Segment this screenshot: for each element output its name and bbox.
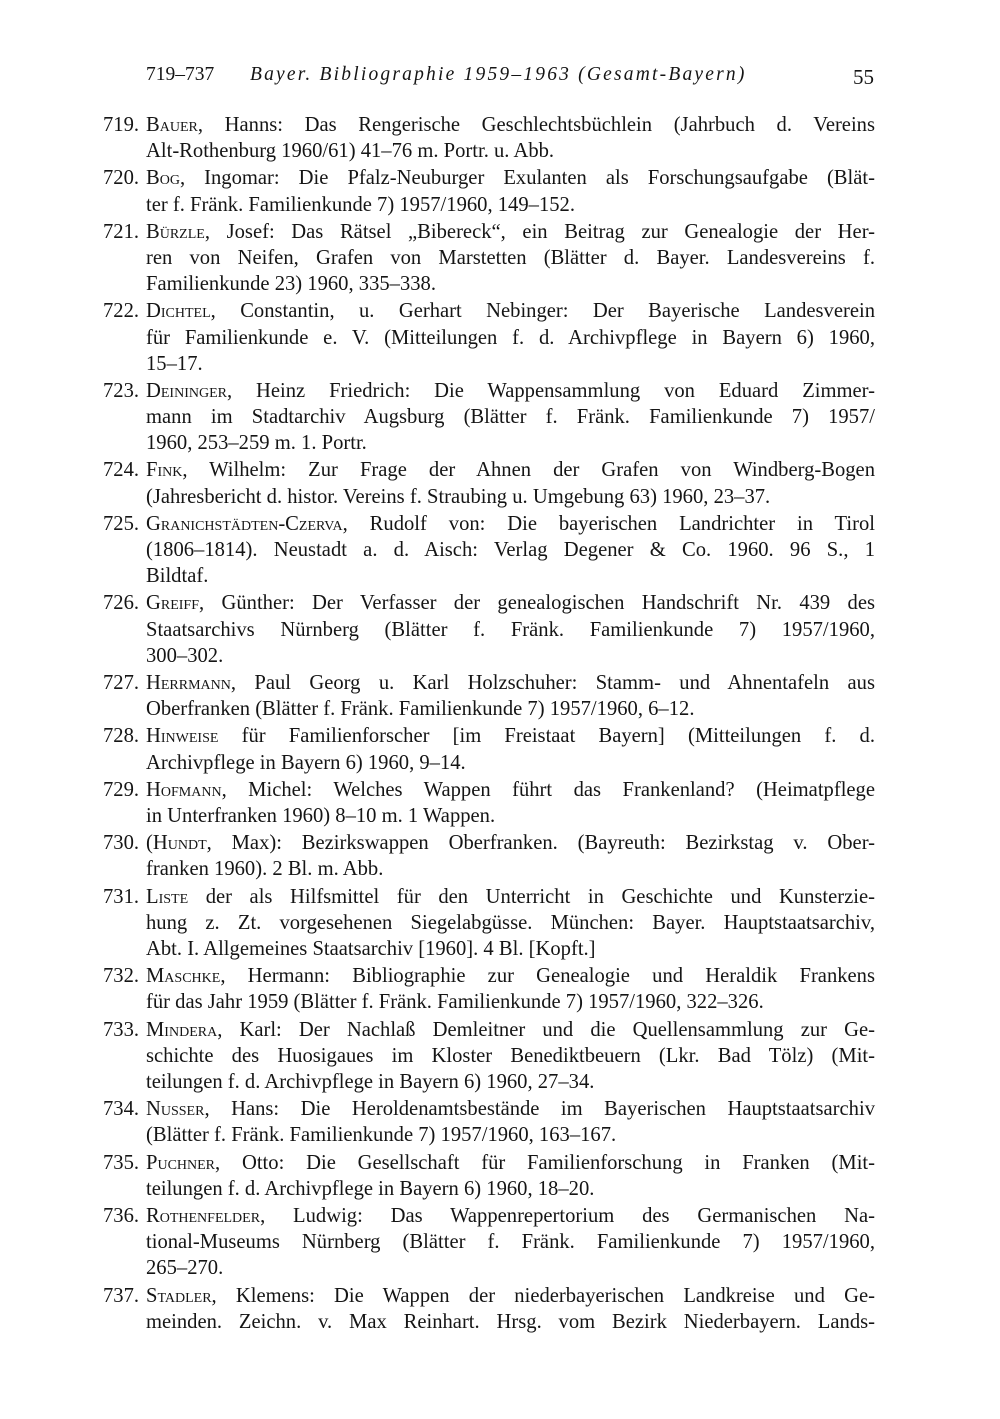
entry-line: 15–17. (146, 352, 203, 375)
entry-number: 724. (103, 459, 140, 482)
entry-line: Alt-Rothenburg 1960/61) 41–76 m. Portr. u. Abb. (146, 140, 555, 163)
entry-number: 737. (103, 1284, 140, 1307)
entry-text (146, 884, 875, 962)
entry-text (146, 670, 875, 722)
entry-author-name: Bürzle (146, 220, 205, 243)
entry-line: (Hundt, Max): Bezirkswappen Oberfranken. (Bayreuth: Bezirkstag v. Ober- (146, 832, 875, 855)
entry-text (146, 219, 875, 297)
bibliography-entry (103, 1150, 883, 1202)
entry-number: 730. (103, 832, 140, 855)
entry-author-name: Herrmann (146, 671, 231, 694)
bibliography-entry (103, 1096, 883, 1148)
entry-line: (1806–1814). Neustadt a. d. Aisch: Verlag Degener & Co. 1960. 96 S., 1 (146, 539, 875, 561)
entry-number: 727. (103, 671, 140, 694)
entry-line: Deininger, Heinz Friedrich: Die Wappensammlung von Eduard Zimmer- (146, 379, 875, 402)
entry-author-name: Hinweise (146, 725, 219, 748)
entry-line: Fink, Wilhelm: Zur Frage der Ahnen der Grafen von Windberg-Bogen (146, 459, 875, 482)
entry-number: 734. (103, 1098, 140, 1121)
bibliography-entry (103, 884, 883, 962)
bibliography-entry (103, 219, 883, 297)
entry-number: 731. (103, 885, 140, 908)
entry-line: Oberfranken (Blätter f. Fränk. Familienkunde 7) 1957/1960, 6–12. (146, 698, 695, 721)
bibliography-entries (103, 112, 883, 1336)
entry-line: mann im Stadtarchiv Augsburg (Blätter f. Fränk. Familienkunde 7) 1957/ (146, 406, 875, 429)
bibliography-entry (103, 830, 883, 882)
entry-text (146, 1096, 875, 1148)
entry-number: 719. (103, 114, 140, 136)
bibliography-entry (103, 723, 883, 775)
entry-line: 300–302. (146, 644, 224, 667)
entry-text (146, 1283, 875, 1335)
entry-line: (Jahresbericht d. histor. Vereins f. Straubing u. Umgebung 63) 1960, 23–37. (146, 485, 771, 508)
entry-line: teilungen f. d. Archivpflege in Bayern 6) 1960, 27–34. (146, 1070, 595, 1093)
entry-text (146, 112, 875, 164)
entry-text (146, 1017, 875, 1095)
entry-line: (Blätter f. Fränk. Familienkunde 7) 1957/1960, 163–167. (146, 1124, 617, 1147)
entry-number: 729. (103, 778, 140, 801)
entry-number: 723. (103, 379, 140, 402)
entry-line: Hinweise für Familienforscher [im Freistaat Bayern] (Mitteilungen f. d. (146, 725, 875, 748)
entry-line: Stadler, Klemens: Die Wappen der niederbayerischen Landkreise und Ge- (146, 1284, 875, 1307)
bibliography-entry (103, 777, 883, 829)
entry-author-name: Dichtel (146, 300, 211, 323)
entry-number: 735. (103, 1151, 140, 1174)
bibliography-entry (103, 511, 883, 589)
bibliography-entry (103, 670, 883, 722)
entry-line: Liste der als Hilfsmittel für den Unterricht in Geschichte und Kunsterzie- (146, 885, 875, 908)
entry-number: 726. (103, 592, 140, 615)
entry-text (146, 511, 875, 589)
entry-number: 732. (103, 965, 140, 988)
bibliography-entry (103, 112, 883, 164)
entry-line: teilungen f. d. Archivpflege in Bayern 6) 1960, 18–20. (146, 1177, 595, 1200)
entry-text (146, 723, 875, 775)
entry-line: schichte des Huosigaues im Kloster Benediktbeuern (Lkr. Bad Tölz) (Mit- (146, 1044, 875, 1067)
entry-text (146, 777, 875, 829)
entry-line: Bog, Ingomar: Die Pfalz-Neuburger Exulanten als Forschungsaufgabe (Blät- (146, 167, 875, 190)
entry-text (146, 378, 875, 456)
entry-line: Maschke, Hermann: Bibliographie zur Genealogie und Heraldik Frankens (146, 965, 875, 988)
bibliography-entry (103, 1203, 883, 1281)
header-title: Bayer. Bibliographie 1959–1963 (Gesamt-Bayern) (250, 64, 747, 85)
entry-line: ter f. Fränk. Familienkunde 7) 1957/1960, 149–152. (146, 193, 575, 216)
bibliography-entry (103, 298, 883, 376)
entry-author-name: Stadler (146, 1284, 212, 1307)
entry-line: Staatsarchivs Nürnberg (Blätter f. Fränk. Familienkunde 7) 1957/1960, (146, 618, 875, 641)
entry-number: 725. (103, 512, 140, 535)
entry-line: Dichtel, Constantin, u. Gerhart Nebinger: Der Bayerische Landesverein (146, 300, 875, 323)
entry-text (146, 963, 875, 1015)
entry-author-name: Greiff (146, 592, 199, 615)
entry-text (146, 1203, 875, 1281)
entry-line: Bildtaf. (146, 565, 209, 588)
entry-line: 1960, 253–259 m. 1. Portr. (146, 432, 367, 455)
entry-text (146, 165, 875, 217)
entry-line: für das Jahr 1959 (Blätter f. Fränk. Familienkunde 7) 1957/1960, 322–326. (146, 991, 764, 1014)
entry-number: 733. (103, 1018, 140, 1041)
entry-line: für Familienkunde e. V. (Mitteilungen f. d. Archivpflege in Bayern 6) 1960, (146, 326, 875, 349)
entry-text (146, 830, 875, 882)
entry-line: Greiff, Günther: Der Verfasser der genealogischen Handschrift Nr. 439 des (146, 592, 875, 615)
bibliography-entry (103, 457, 883, 509)
entry-line: Mindera, Karl: Der Nachlaß Demleitner und die Quellensammlung zur Ge- (146, 1018, 875, 1041)
bibliography-entry (103, 165, 883, 217)
entry-line: Abt. I. Allgemeines Staatsarchiv [1960]. 4 Bl. [Kopft.] (146, 937, 596, 960)
entry-text (146, 457, 875, 509)
entry-author-name: Granichstädten-Czerva (146, 512, 343, 535)
bibliography-entry (103, 1283, 883, 1335)
entry-line: Familienkunde 23) 1960, 335–338. (146, 273, 437, 296)
bibliography-entry (103, 590, 883, 668)
header-entry-range: 719–737 (146, 64, 215, 85)
entry-line: Herrmann, Paul Georg u. Karl Holzschuher: Stamm- und Ahnentafeln aus (146, 671, 875, 694)
entry-number: 728. (103, 725, 140, 748)
entry-author-name: Deininger (146, 379, 227, 402)
entry-line: Bürzle, Josef: Das Rätsel „Bibereck“, ein Beitrag zur Genealogie der Her- (146, 220, 875, 243)
entry-line: Hofmann, Michel: Welches Wappen führt das Frankenland? (Heimatpflege (146, 778, 875, 801)
entry-author-name: Puchner (146, 1151, 216, 1174)
entry-number: 722. (103, 300, 140, 323)
entry-author-name: Maschke (146, 965, 221, 988)
entry-author-name: Hofmann (146, 778, 222, 801)
entry-author-name: Liste (146, 885, 189, 908)
entry-text (146, 590, 875, 668)
entry-line: Archivpflege in Bayern 6) 1960, 9–14. (146, 751, 466, 774)
entry-line: tional-Museums Nürnberg (Blätter f. Fränk. Familienkunde 7) 1957/1960, (146, 1231, 875, 1254)
entry-line: Bauer, Hanns: Das Rengerische Geschlechtsbüchlein (Jahrbuch d. Vereins (146, 114, 875, 136)
entry-line: Puchner, Otto: Die Gesellschaft für Familienforschung in Franken (Mit- (146, 1151, 875, 1174)
entry-line: hung z. Zt. vorgesehenen Siegelabgüsse. München: Bayer. Hauptstaatsarchiv, (146, 911, 875, 934)
entry-text (146, 1150, 875, 1202)
entry-author-name: Bauer (146, 114, 198, 136)
page-number: 55 (853, 65, 874, 89)
entry-line: franken 1960). 2 Bl. m. Abb. (146, 858, 384, 881)
entry-author-name: Bog (146, 167, 180, 190)
entry-number: 736. (103, 1205, 140, 1228)
entry-line: Nusser, Hans: Die Heroldenamtsbestände im Bayerischen Hauptstaatsarchiv (146, 1098, 875, 1121)
bibliography-entry (103, 378, 883, 456)
running-header (146, 64, 876, 94)
entry-text (146, 298, 875, 376)
entry-author-name: Fink (146, 459, 183, 482)
entry-line: 265–270. (146, 1257, 224, 1280)
entry-author-name: Rothenfelder (146, 1205, 261, 1228)
entry-line: in Unterfranken 1960) 8–10 m. 1 Wappen. (146, 804, 496, 827)
entry-author-name: Hundt (152, 832, 207, 855)
entry-line: Granichstädten-Czerva, Rudolf von: Die bayerischen Landrichter in Tirol (146, 512, 875, 535)
entry-number: 721. (103, 220, 140, 243)
entry-line: ren von Neifen, Grafen von Marstetten (Blätter d. Bayer. Landesvereins f. (146, 246, 875, 269)
bibliography-entry (103, 1017, 883, 1095)
entry-author-name: Mindera (146, 1018, 218, 1041)
bibliography-entry (103, 963, 883, 1015)
entry-line: meinden. Zeichn. v. Max Reinhart. Hrsg. vom Bezirk Niederbayern. Lands- (146, 1310, 875, 1333)
entry-number: 720. (103, 167, 140, 190)
entry-line: Rothenfelder, Ludwig: Das Wappenrepertorium des Germanischen Na- (146, 1205, 875, 1228)
entry-author-name: Nusser (146, 1098, 205, 1121)
